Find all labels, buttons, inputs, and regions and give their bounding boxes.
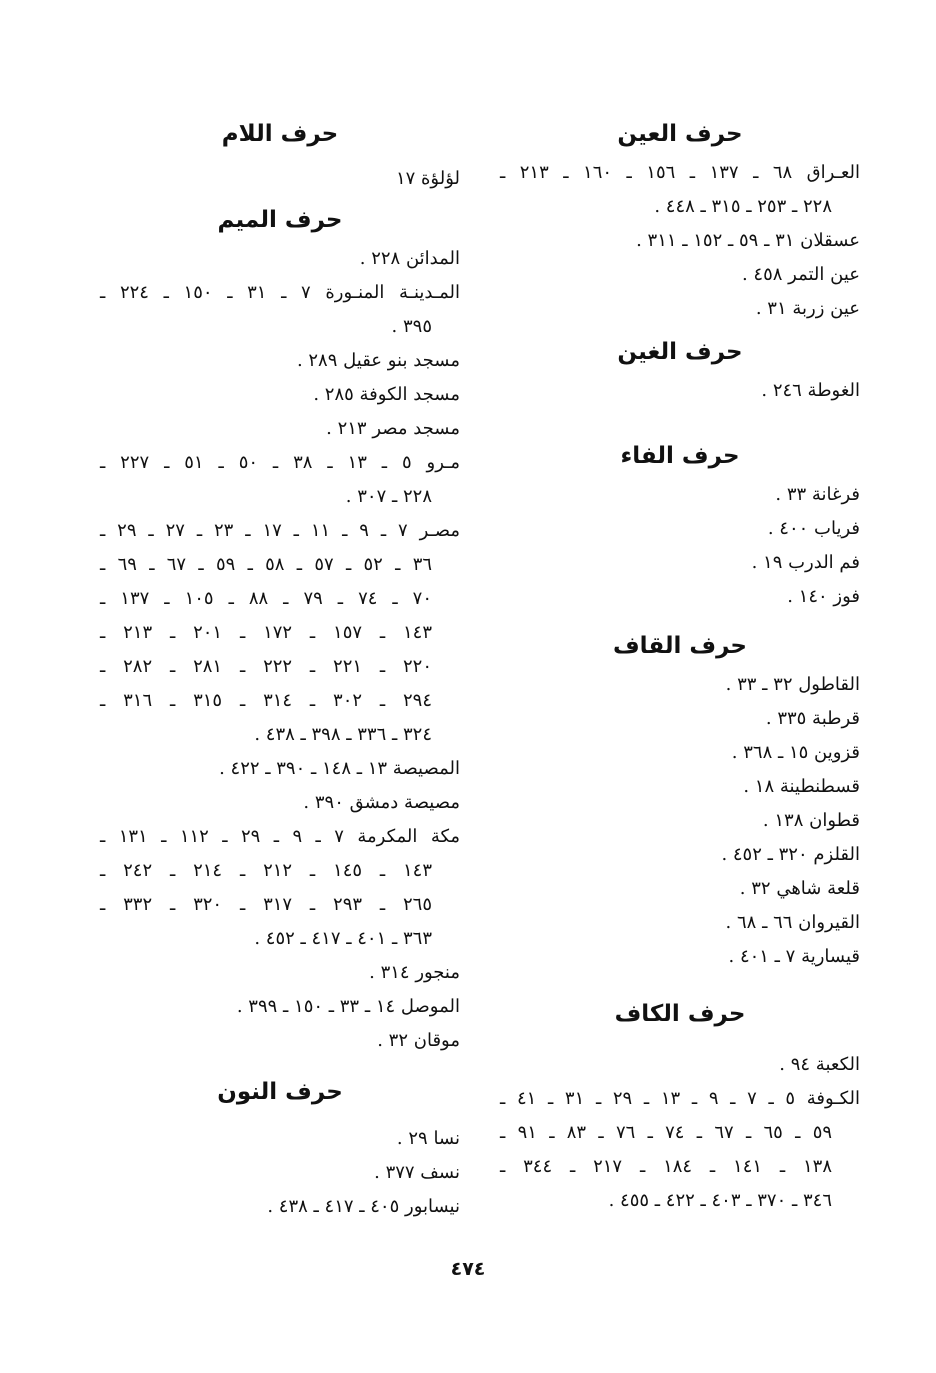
index-entry: قيسارية ٧ ـ ٤٠١ . [728,946,860,967]
index-entry: مكة المكرمة ٧ ـ ٩ ـ ٢٩ ـ ١١٢ ـ ١٣١ ـ [100,826,461,847]
index-entry-continuation: ٥٩ ـ ٦٥ ـ ٦٧ ـ ٧٤ ـ ٧٦ ـ ٨٣ ـ ٩١ ـ [500,1122,833,1143]
index-entry-continuation: ٣٦ ـ ٥٢ ـ ٥٧ ـ ٥٨ ـ ٥٩ ـ ٦٧ ـ ٦٩ ـ [100,554,433,575]
index-entry: نسا ٢٩ . [396,1128,460,1149]
index-entry: الموصل ١٤ ـ ٣٣ ـ ١٥٠ ـ ٣٩٩ . [236,996,460,1017]
index-entry: مسجد الكوفة ٢٨٥ . [313,384,460,405]
index-entry-continuation: ٣٦٣ ـ ٤٠١ ـ ٤١٧ ـ ٤٥٢ . [254,928,432,949]
section-heading-kaf: حرف الكاف [614,1001,746,1027]
index-entry: الكـوفة ٥ ـ ٧ ـ ٩ ـ ١٣ ـ ٢٩ ـ ٣١ ـ ٤١ ـ [500,1088,861,1109]
index-entry: قطوان ١٣٨ . [762,810,860,831]
index-entry: فوز ١٤٠ . [787,586,860,607]
index-entry: القلزم ٣٢٠ ـ ٤٥٢ . [721,844,860,865]
section-heading-ghayn: حرف الغين [617,339,743,365]
index-entry-continuation: ٣٤٦ ـ ٣٧٠ ـ ٤٠٣ ـ ٤٢٢ ـ ٤٥٥ . [608,1190,832,1211]
index-entry-continuation: ١٤٣ ـ ١٥٧ ـ ١٧٢ ـ ٢٠١ ـ ٢١٣ ـ [100,622,433,643]
section-heading-fa: حرف الفاء [620,443,740,469]
index-entry: المصيصة ١٣ ـ ١٤٨ ـ ٣٩٠ ـ ٤٢٢ . [219,758,460,779]
index-entry: عين زربة ٣١ . [755,298,860,319]
index-entry: منجور ٣١٤ . [369,962,460,983]
page-number: ٤٧٤ [450,1258,486,1280]
section-heading-qaf: حرف القاف [612,633,748,659]
section-heading-lam: حرف اللام [221,121,339,147]
index-entry-continuation: ٢٦٥ ـ ٢٩٣ ـ ٣١٧ ـ ٣٢٠ ـ ٣٣٢ ـ [100,894,433,915]
index-entry-continuation: ١٤٣ ـ ١٤٥ ـ ٢١٢ ـ ٢١٤ ـ ٢٤٢ ـ [100,860,433,881]
index-entry: نيسابور ٤٠٥ ـ ٤١٧ ـ ٤٣٨ . [267,1196,460,1217]
index-entry-continuation: ٣٩٥ . [391,316,432,337]
index-entry: الغوطة ٢٤٦ . [761,380,860,401]
index-entry: قلعة شاهي ٣٢ . [739,878,860,899]
section-heading-mim: حرف الميم [217,207,343,233]
index-column-left [100,112,460,1224]
index-entry-continuation: ٢٢٨ ـ ٢٥٣ ـ ٣١٥ ـ ٤٤٨ . [654,196,832,217]
index-entry-continuation: ٢٢٠ ـ ٢٢١ ـ ٢٢٢ ـ ٢٨١ ـ ٢٨٢ ـ [100,656,433,677]
index-entry: فرياب ٤٠٠ . [767,518,860,539]
index-entry: المـدينـة المنـورة ٧ ـ ٣١ ـ ١٥٠ ـ ٢٢٤ ـ [100,282,461,303]
index-entry: المدائن ٢٢٨ . [359,248,460,269]
index-entry: مـرو ٥ ـ ١٣ ـ ٣٨ ـ ٥٠ ـ ٥١ ـ ٢٢٧ ـ [100,452,461,473]
index-entry: موقان ٣٢ . [377,1030,460,1051]
index-entry: فرغانة ٣٣ . [775,484,860,505]
index-entry: العـراق ٦٨ ـ ١٣٧ ـ ١٥٦ ـ ١٦٠ ـ ٢١٣ ـ [500,162,860,183]
index-entry-continuation: ٣٢٤ ـ ٣٣٦ ـ ٣٩٨ ـ ٤٣٨ . [254,724,432,745]
index-entry: لؤلؤة ١٧ [395,168,460,189]
index-entry: عين التمر ٤٥٨ . [741,264,860,285]
index-entry: مصـر ٧ ـ ٩ ـ ١١ ـ ١٧ ـ ٢٣ ـ ٢٧ ـ ٢٩ ـ [100,520,461,541]
index-entry-continuation: ٢٩٤ ـ ٣٠٢ ـ ٣١٤ ـ ٣١٥ ـ ٣١٦ ـ [100,690,433,711]
index-entry: قزوين ١٥ ـ ٣٦٨ . [731,742,860,763]
index-entry: قرطبة ٣٣٥ . [765,708,860,729]
index-entry: مسجد بنو عقيل ٢٨٩ . [296,350,460,371]
index-entry: مسجد مصر ٢١٣ . [326,418,460,439]
index-entry-continuation: ٢٢٨ ـ ٣٠٧ . [345,486,432,507]
index-entry-continuation: ١٣٨ ـ ١٤١ ـ ١٨٤ ـ ٢١٧ ـ ٣٤٤ ـ [500,1156,833,1177]
index-entry: فم الدرب ١٩ . [751,552,860,573]
index-entry: عسقلان ٣١ ـ ٥٩ ـ ١٥٢ ـ ٣١١ . [636,230,860,251]
index-entry: قسطنطينة ١٨ . [743,776,860,797]
section-heading-ayn: حرف العين [617,121,743,147]
index-entry: القاطول ٣٢ ـ ٣٣ . [725,674,860,695]
index-entry: القيروان ٦٦ ـ ٦٨ . [725,912,860,933]
index-entry: نسف ٣٧٧ . [374,1162,460,1183]
index-entry-continuation: ٧٠ ـ ٧٤ ـ ٧٩ ـ ٨٨ ـ ١٠٥ ـ ١٣٧ ـ [100,588,433,609]
index-entry: الكعبة ٩٤ . [779,1054,860,1075]
section-heading-nun: حرف النون [217,1079,343,1105]
index-column-right [500,112,860,1218]
index-entry: مصيصة دمشق ٣٩٠ . [303,792,460,813]
